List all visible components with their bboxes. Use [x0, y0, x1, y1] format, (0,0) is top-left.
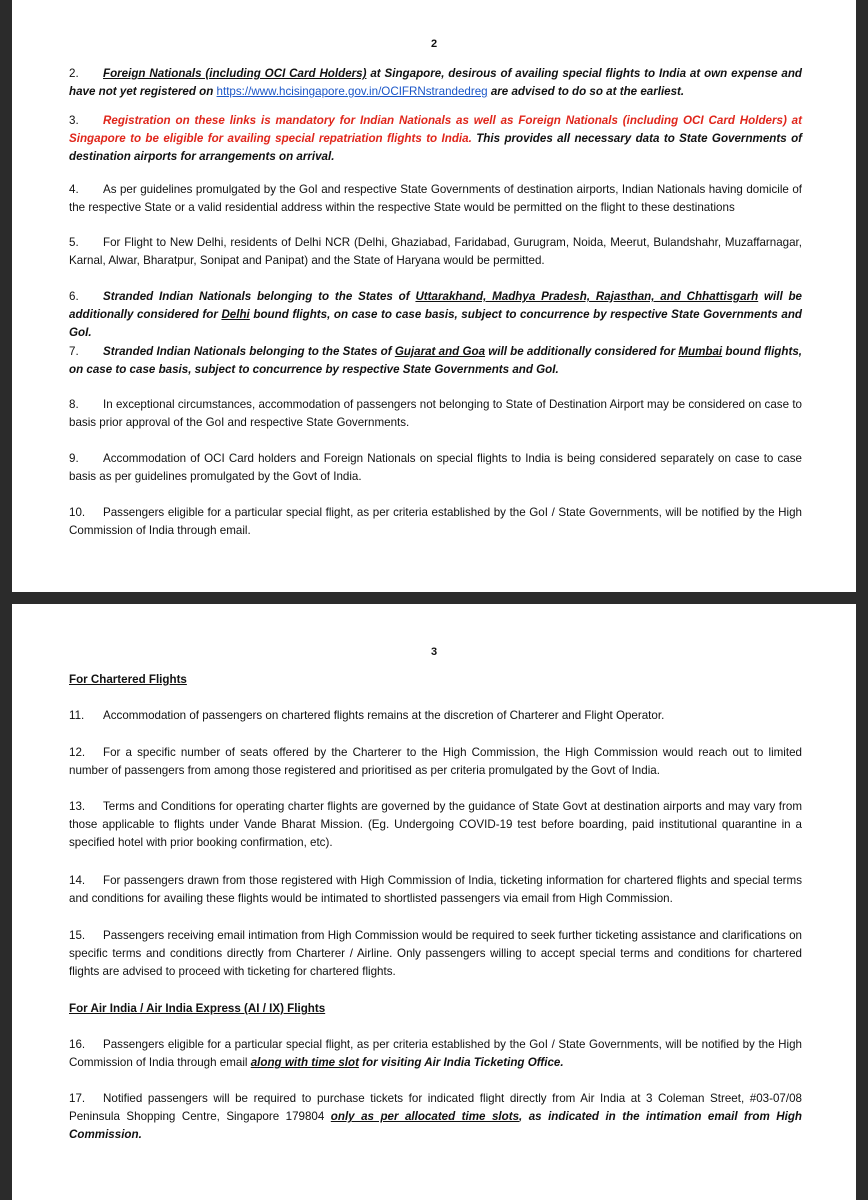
paragraph-number: 3. — [69, 114, 79, 127]
paragraph-number: 17. — [69, 1092, 86, 1105]
paragraph-7: 7. Stranded Indian Nationals belonging to the States of Gujarat and Goa will be additionally considered for Mumbai bound flights, on case to case basis, subject to concurrence by respective State Governments and GoI. — [69, 345, 802, 376]
paragraph-9: 9. Accommodation of OCI Card holders and Foreign Nationals on special flights to India is being considered separately on case to case basis as per guidelines promulgated by the Govt of India. — [69, 452, 802, 483]
page-number: 2 — [430, 38, 438, 50]
paragraph-5: 5. For Flight to New Delhi, residents of Delhi NCR (Delhi, Ghaziabad, Faridabad, Gurugram, Noida, Meerut, Bulandshahr, Muzaffarnagar, Karnal, Alwar, Bharatpur, Sonipat and Panipat) and the State of Haryana would be permitted. — [69, 236, 802, 267]
page-number: 3 — [430, 646, 438, 658]
paragraph-2: 2. Foreign Nationals (including OCI Card Holders) at Singapore, desirous of availing special flights to India at own expense and have not yet registered on https://www.hcisingapore.gov.in/OCIFRNstrandedreg are advised to do so at the earliest. — [69, 67, 802, 98]
paragraph-14: 14. For passengers drawn from those registered with High Commission of India, ticketing information for chartered flights and special terms and conditions for availing these flights would be intimated to shortlisted passengers via email from High Commission. — [69, 874, 802, 905]
paragraph-number: 16. — [69, 1038, 86, 1051]
paragraph-10: 10. Passengers eligible for a particular special flight, as per criteria established by the GoI / State Governments, will be notified by the High Commission of India through email. — [69, 506, 802, 537]
paragraph-8: 8. In exceptional circumstances, accommodation of passengers not belonging to State of Destination Airport may be considered on case to basis prior approval of the GoI and respective State Governments. — [69, 398, 802, 429]
paragraph-number: 15. — [69, 929, 86, 942]
document-page-2 — [12, 0, 856, 592]
paragraph-4: 4. As per guidelines promulgated by the GoI and respective State Governments of destination airports, Indian Nationals having domicile of the respective State or a valid residential address within the respective State would be permitted on the flight to these destinations — [69, 183, 802, 214]
paragraph-number: 10. — [69, 506, 86, 519]
heading-chartered-flights: For Chartered Flights — [69, 673, 187, 686]
paragraph-number: 4. — [69, 183, 79, 196]
paragraph-number: 8. — [69, 398, 79, 411]
heading-air-india-flights: For Air India / Air India Express (AI / IX) Flights — [69, 1002, 326, 1015]
paragraph-11: 11. Accommodation of passengers on chartered flights remains at the discretion of Charterer and Flight Operator. — [69, 707, 802, 725]
paragraph-13: 13. Terms and Conditions for operating charter flights are governed by the guidance of State Govt at destination airports and may vary from those applicable to flights under Vande Bharat Mission. (Eg. Undergoing COVID-19 test before boarding, paid institutional quarantine in a specified hotel with prior booking confirmation, etc). — [69, 800, 802, 849]
paragraph-17: 17. Notified passengers will be required to purchase tickets for indicated flight directly from Air India at 3 Coleman Street, #03-07/08 Peninsula Shopping Centre, Singapore 179804 only as per allocated time slots, as indicated in the intimation email from High Commission. — [69, 1092, 802, 1141]
paragraph-6: 6. Stranded Indian Nationals belonging to the States of Uttarakhand, Madhya Pradesh, Rajasthan, and Chhattisgarh will be additionally considered for Delhi bound flights, on case to case basis, subject to concurrence by respective State Governments and GoI. — [69, 290, 803, 339]
paragraph-15: 15. Passengers receiving email intimation from High Commission would be required to seek further ticketing assistance and clarifications on specific terms and conditions directly from Charterer / Airline. Only passengers willing to accept special terms and conditions for chartered flights are advised to proceed with ticketing for chartered flights. — [69, 929, 802, 978]
document-page-3 — [12, 604, 856, 1200]
paragraph-number: 14. — [69, 874, 86, 887]
paragraph-number: 6. — [69, 290, 79, 303]
paragraph-number: 13. — [69, 800, 86, 813]
registration-link[interactable]: https://www.hcisingapore.gov.in/OCIFRNstrandedreg — [216, 85, 488, 98]
paragraph-number: 12. — [69, 746, 86, 759]
paragraph-16: 16. Passengers eligible for a particular special flight, as per criteria established by the GoI / State Governments, will be notified by the High Commission of India through email along with time slot for visiting Air India Ticketing Office. — [69, 1038, 802, 1069]
paragraph-number: 2. — [69, 67, 79, 80]
paragraph-3: 3. Registration on these links is mandatory for Indian Nationals as well as Foreign Nationals (including OCI Card Holders) at Singapore to be eligible for availing special repatriation flights to India. This provides all necessary data to State Governments of destination airports for arrangements on arrival. — [69, 114, 803, 163]
paragraph-number: 5. — [69, 236, 79, 249]
paragraph-number: 11. — [69, 709, 85, 722]
paragraph-number: 9. — [69, 452, 79, 465]
paragraph-12: 12. For a specific number of seats offered by the Charterer to the High Commission, the High Commission would reach out to limited number of passengers from among those registered and prioritised as per criteria promulgated by the Govt of India. — [69, 746, 802, 777]
paragraph-number: 7. — [69, 345, 79, 358]
